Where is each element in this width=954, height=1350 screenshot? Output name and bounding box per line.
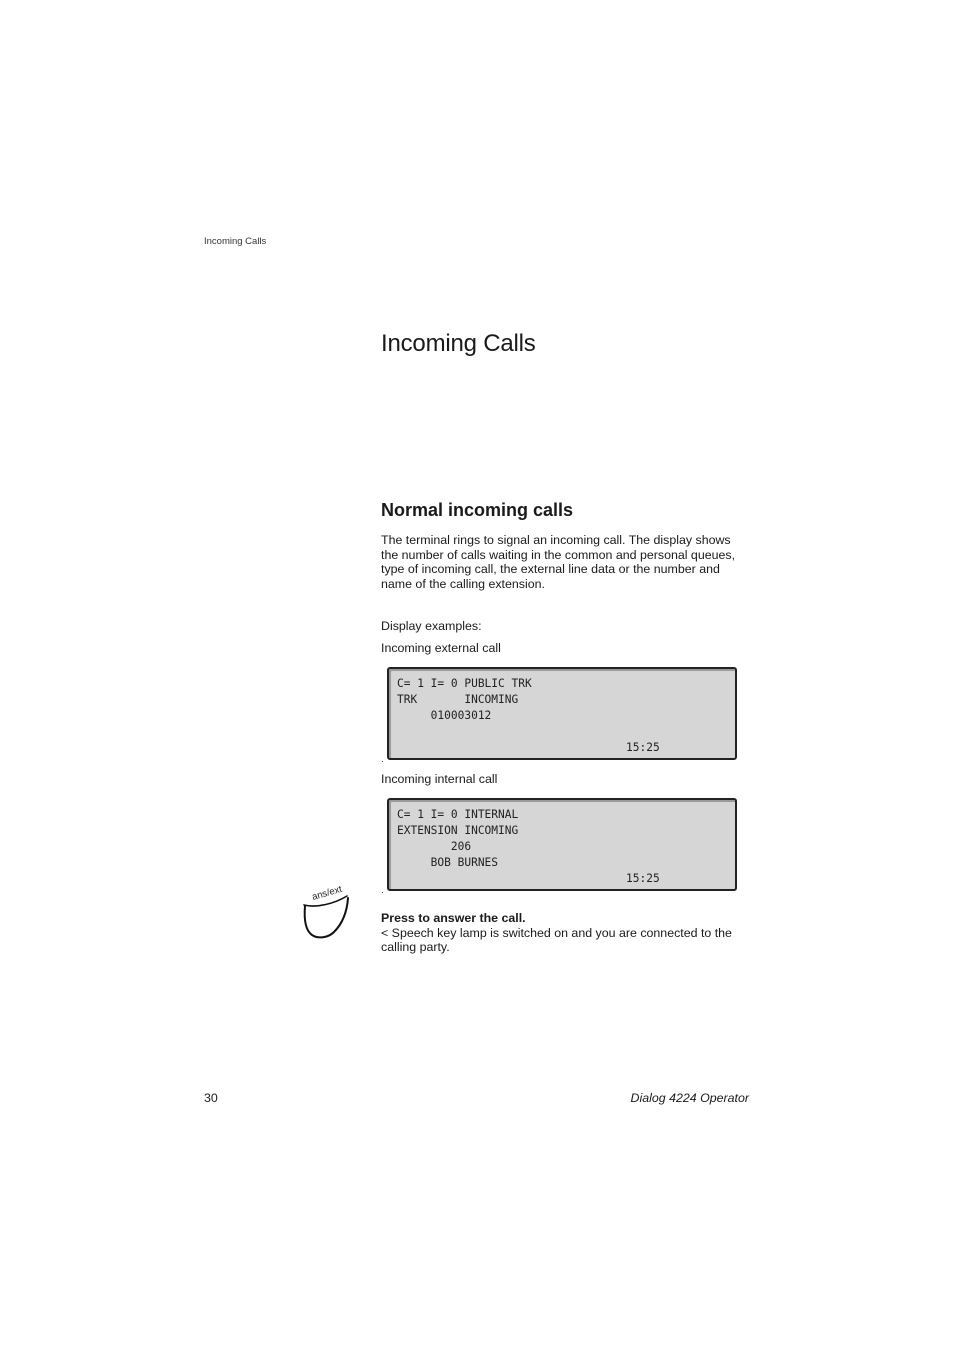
key-label: ans/ext bbox=[310, 883, 344, 903]
ans-ext-key[interactable] bbox=[300, 882, 356, 942]
display-time: 15:25 bbox=[397, 872, 660, 885]
page-title: Incoming Calls bbox=[381, 330, 536, 357]
external-call-display bbox=[387, 667, 737, 760]
internal-call-display bbox=[387, 798, 737, 891]
display-line: TRK INCOMING bbox=[397, 693, 519, 706]
running-header: Incoming Calls bbox=[204, 236, 267, 247]
footer-product: Dialog 4224 Operator bbox=[630, 1091, 749, 1105]
internal-call-label: Incoming internal call bbox=[381, 772, 498, 786]
section-title: Normal incoming calls bbox=[381, 500, 574, 520]
display-line: C= 1 I= 0 PUBLIC TRK bbox=[397, 677, 532, 690]
intro-paragraph: The terminal rings to signal an incoming call. The display shows the number of calls waiting in the common and personal queues, type of incoming call, the external line data or the number and name of the calling extension. bbox=[381, 533, 736, 591]
display-line: 206 bbox=[397, 840, 472, 853]
instruction-detail: < Speech key lamp is switched on and you are connected to the calling party. bbox=[381, 925, 732, 955]
ans-ext-key-icon bbox=[300, 882, 356, 942]
display-line: 010003012 bbox=[397, 709, 492, 722]
page-number: 30 bbox=[204, 1091, 218, 1105]
external-call-label: Incoming external call bbox=[381, 641, 501, 655]
answer-instruction bbox=[381, 911, 751, 955]
instruction-bold: Press to answer the call. bbox=[381, 911, 526, 925]
display-line: C= 1 I= 0 INTERNAL bbox=[397, 808, 519, 821]
display-examples-label: Display examples: bbox=[381, 619, 482, 633]
display-time: 15:25 bbox=[397, 741, 660, 754]
display-line: BOB BURNES bbox=[397, 856, 499, 869]
dot-marker: . bbox=[381, 885, 384, 896]
display-line: EXTENSION INCOMING bbox=[397, 824, 519, 837]
dot-marker: . bbox=[381, 754, 384, 765]
